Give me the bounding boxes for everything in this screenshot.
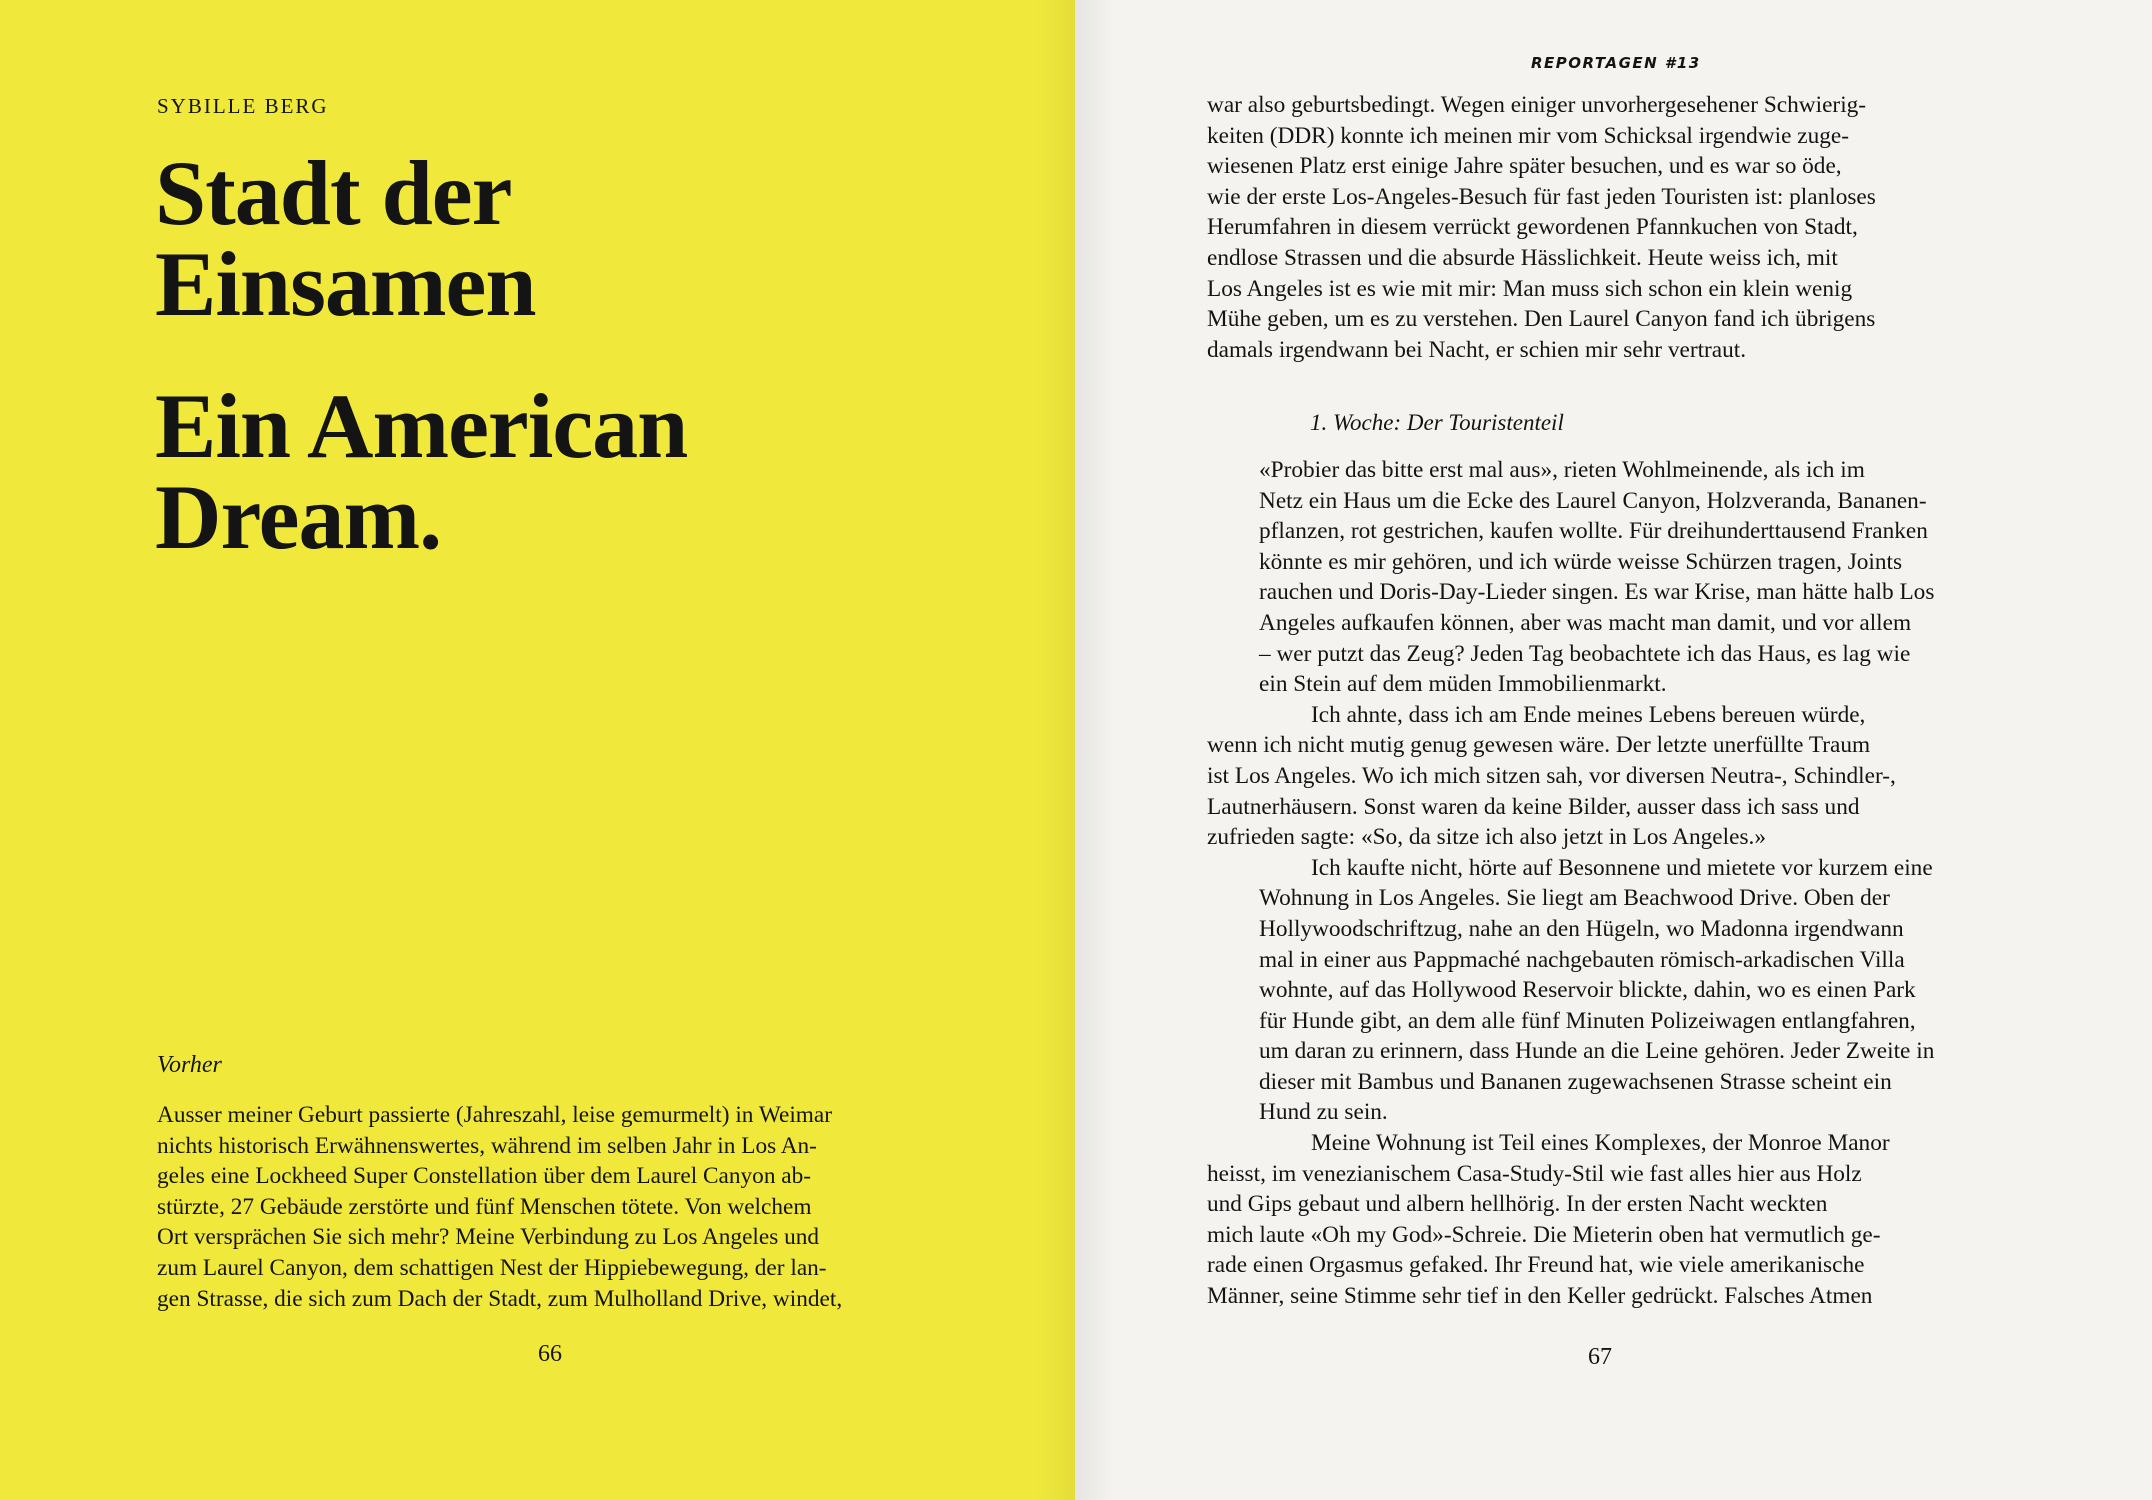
text-line: Hund zu sein. (1259, 1099, 1388, 1126)
text-line: könnte es mir gehören, und ich würde weisse Schürzen tragen, Joints (1259, 548, 1903, 575)
text-line: ein Stein auf dem müden Immobilienmarkt. (1259, 671, 1667, 698)
running-head: REPORTAGEN #13 (1531, 54, 1701, 72)
text-line: zum Laurel Canyon, dem schattigen Nest der Hippiebewegung, der lan- (157, 1254, 827, 1281)
page-number: 66 (538, 1341, 562, 1367)
text-line: Hollywoodschriftzug, nahe an den Hügeln, wo Madonna irgendwann (1259, 915, 1904, 942)
text-line: damals irgendwann bei Nacht, er schien mir sehr vertraut. (1207, 336, 1747, 363)
title-line: Stadt der (155, 142, 512, 244)
text-line: Mühe geben, um es zu verstehen. Den Laurel Canyon fand ich übrigens (1207, 306, 1876, 333)
text-line: Lautnerhäusern. Sonst waren da keine Bilder, ausser dass ich sass und (1207, 793, 1860, 820)
text-line: zufrieden sagte: «So, da sitze ich also jetzt in Los Angeles.» (1207, 824, 1766, 851)
text-line: heisst, im venezianischem Casa-Study-Stil wie fast alles hier aus Holz (1207, 1160, 1862, 1187)
text-line: Ich kaufte nicht, hörte auf Besonnene und mietete vor kurzem eine (1311, 854, 1933, 881)
subtitle-line: Ein American (155, 375, 688, 477)
body-text-continued (1207, 90, 1967, 365)
text-line: Ort versprächen Sie sich mehr? Meine Verbindung zu Los Angeles und (157, 1224, 820, 1251)
text-line: Angeles aufkaufen können, aber was macht man damit, und vor allem (1259, 609, 1912, 636)
text-line: wohnte, auf das Hollywood Reservoir blickte, dahin, wo es einen Park (1259, 977, 1916, 1004)
text-line: wiesenen Platz erst einige Jahre später besuchen, und es war so öde, (1207, 153, 1842, 180)
section-heading: Vorher (157, 1052, 222, 1078)
title-line: Einsamen (155, 233, 536, 335)
text-line: stürzte, 27 Gebäude zerstörte und fünf Menschen tötete. Von welchem (157, 1193, 812, 1220)
text-line: Meine Wohnung ist Teil eines Komplexes, der Monroe Manor (1311, 1130, 1890, 1157)
text-line: mal in einer aus Pappmaché nachgebauten römisch-arkadischen Villa (1259, 946, 1905, 973)
text-line: um daran zu erinnern, dass Hunde an die Leine gehören. Jeder Zweite in (1259, 1038, 1935, 1065)
text-line: rauchen und Doris-Day-Lieder singen. Es war Krise, man hätte halb Los (1259, 579, 1935, 606)
right-page (1075, 0, 2152, 1500)
text-line: wie der erste Los-Angeles-Besuch für fast jeden Touristen ist: planloses (1207, 183, 1876, 210)
text-line: pflanzen, rot gestrichen, kaufen wollte. Für dreihunderttausend Franken (1259, 518, 1928, 545)
text-line: Ausser meiner Geburt passierte (Jahreszahl, leise gemurmelt) in Weimar (157, 1102, 833, 1128)
text-line: wenn ich nicht mutig genug gewesen wäre. Der letzte unerfüllte Traum (1207, 732, 1871, 759)
text-line: – wer putzt das Zeug? Jeden Tag beobachtete ich das Haus, es lag wie (1259, 640, 1911, 667)
subtitle-line: Dream. (155, 466, 442, 568)
text-line: war also geburtsbedingt. Wegen einiger unvorhergesehener Schwierig- (1207, 92, 1867, 118)
text-line: rade einen Orgasmus gefaked. Ihr Freund hat, wie viele amerikanische (1207, 1252, 1865, 1279)
text-line: mich laute «Oh my God»-Schreie. Die Mieterin oben hat vermutlich ge- (1207, 1221, 1881, 1248)
text-line: Wohnung in Los Angeles. Sie liegt am Beachwood Drive. Oben der (1259, 885, 1890, 912)
text-line: für Hunde gibt, an dem alle fünf Minuten Polizeiwagen entlangfahren, (1259, 1007, 1916, 1034)
text-line: dieser mit Bambus und Bananen zugewachsenen Strasse scheint ein (1259, 1068, 1892, 1095)
text-line: keiten (DDR) konnte ich meinen mir vom Schicksal irgendwie zuge- (1207, 122, 1850, 149)
text-line: und Gips gebaut und albern hellhörig. In der ersten Nacht weckten (1207, 1191, 1828, 1218)
text-line: gen Strasse, die sich zum Dach der Stadt, zum Mulholland Drive, windet, (157, 1285, 843, 1312)
text-line: Netz ein Haus um die Ecke des Laurel Canyon, Holzveranda, Bananen- (1259, 487, 1927, 514)
text-line: geles eine Lockheed Super Constellation über dem Laurel Canyon ab- (157, 1163, 812, 1190)
body-text (157, 1100, 899, 1314)
left-page (0, 0, 1075, 1500)
body-text (1207, 455, 2087, 1312)
text-line: endlose Strassen und die absurde Hässlichkeit. Heute weiss ich, mit (1207, 244, 1838, 271)
text-line: Los Angeles ist es wie mit mir: Man muss sich schon ein klein wenig (1207, 275, 1853, 302)
text-line: ist Los Angeles. Wo ich mich sitzen sah, vor diversen Neutra-, Schindler-, (1207, 762, 1896, 789)
text-line: Ich ahnte, dass ich am Ende meines Lebens bereuen würde, (1311, 701, 1866, 728)
text-line: «Probier das bitte erst mal aus», rieten Wohlmeinende, als ich im (1259, 457, 1865, 483)
text-line: Männer, seine Stimme sehr tief in den Keller gedrückt. Falsches Atmen (1207, 1283, 1873, 1310)
author-name: SYBILLE BERG (157, 94, 329, 118)
text-line: Herumfahren in diesem verrückt gewordenen Pfannkuchen von Stadt, (1207, 214, 1858, 241)
page-number: 67 (1588, 1344, 1612, 1370)
text-line: nichts historisch Erwähnenswertes, während im selben Jahr in Los An- (157, 1132, 817, 1159)
section-heading: 1. Woche: Der Touristenteil (1310, 410, 1564, 435)
article-title (155, 142, 955, 568)
